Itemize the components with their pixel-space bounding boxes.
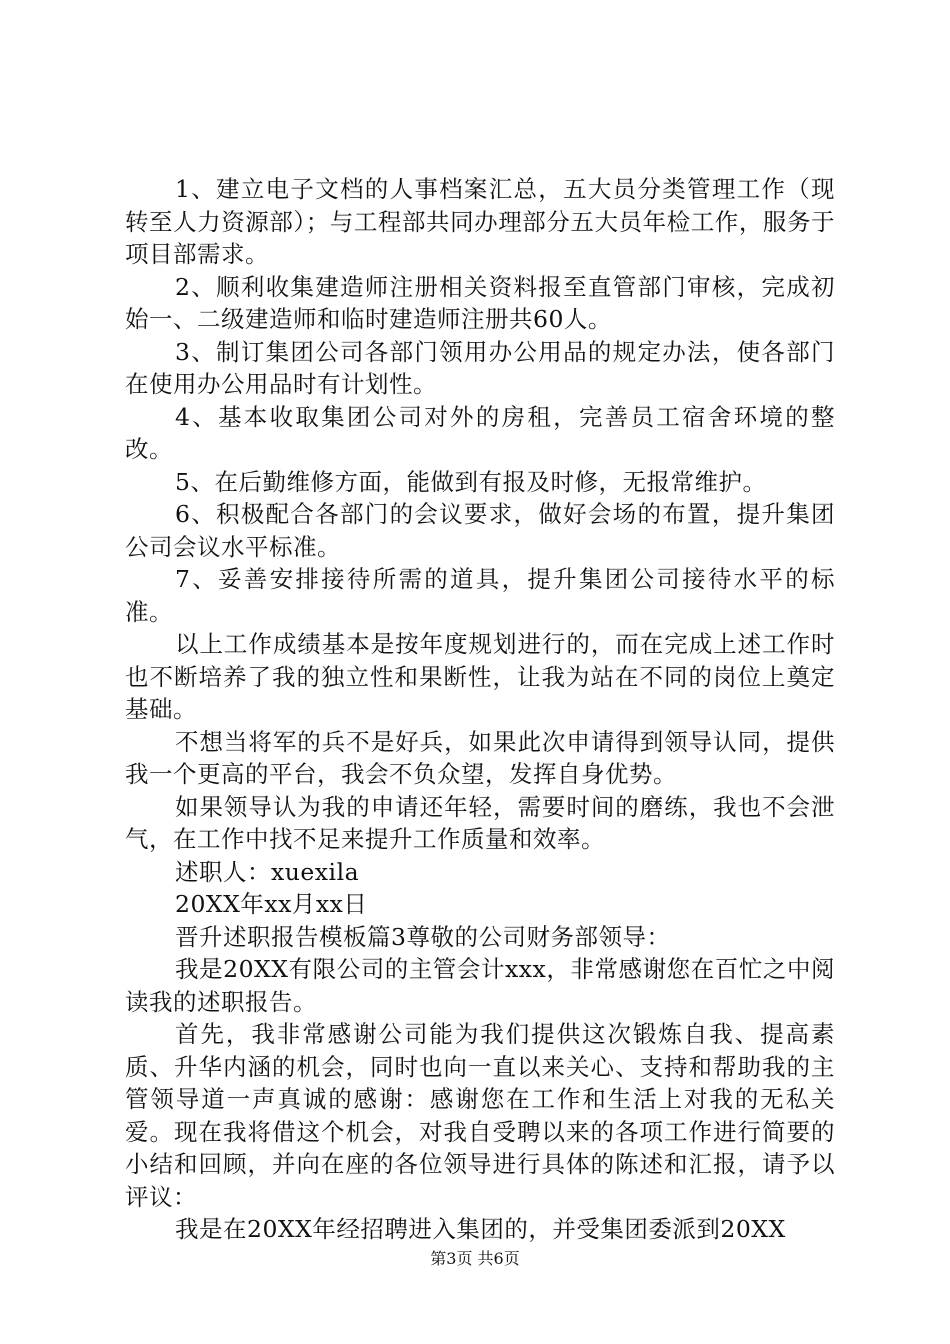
paragraph-item-3: 3、制订集团公司各部门领用办公用品的规定办法，使各部门在使用办公用品时有计划性。 bbox=[125, 337, 835, 398]
date-line: 20XX年xx月xx日 bbox=[175, 890, 368, 918]
paragraph-item-4: 4、基本收取集团公司对外的房租，完善员工宿舍环境的整改。 bbox=[125, 402, 835, 463]
paragraph-item-6: 6、积极配合各部门的会议要求，做好会场的布置，提升集团公司会议水平标准。 bbox=[125, 500, 835, 561]
paragraph-item-2: 2、顺利收集建造师注册相关资料报至直管部门审核，完成初始一、二级建造师和临时建造师注册共60人。 bbox=[125, 272, 835, 333]
page-number-footer: 第3页 共6页 bbox=[430, 1249, 520, 1268]
paragraph-summary: 以上工作成绩基本是按年度规划进行的，而在完成上述工作时也不断培养了我的独立性和果断性，让我为站在不同的岗位上奠定基础。 bbox=[125, 630, 835, 723]
paragraph-attitude: 如果领导认为我的申请还年轻，需要时间的磨练，我也不会泄气，在工作中找不足来提升工作质量和效率。 bbox=[125, 792, 835, 853]
paragraph-item-7: 7、妥善安排接待所需的道具，提升集团公司接待水平的标准。 bbox=[125, 565, 835, 626]
paragraph-thanks: 首先，我非常感谢公司能为我们提供这次锻炼自我、提高素质、升华内涵的机会，同时也向一直以来关心、支持和帮助我的主管领导道一声真诚的感谢：感谢您在工作和生活上对我的无私关爱。现在我将借这个机会，对我自受聘以来的各项工作进行简要的小结和回顾，并向在座的各位领导进行具体的陈述和汇报，请予以评议： bbox=[125, 1020, 835, 1211]
paragraph-background: 我是在20XX年经招聘进入集团的，并受集团委派到20XX bbox=[175, 1215, 786, 1243]
document-body bbox=[125, 173, 835, 1246]
paragraph-item-1: 1、建立电子文档的人事档案汇总，五大员分类管理工作（现转至人力资源部）；与工程部共同办理部分五大员年检工作，服务于项目部需求。 bbox=[125, 175, 835, 268]
paragraph-intro: 我是20XX有限公司的主管会计xxx，非常感谢您在百忙之中阅读我的述职报告。 bbox=[125, 955, 835, 1016]
paragraph-ambition: 不想当将军的兵不是好兵，如果此次申请得到领导认同，提供我一个更高的平台，我会不负众望，发挥自身优势。 bbox=[125, 727, 835, 788]
section-heading-template-3: 晋升述职报告模板篇3尊敬的公司财务部领导： bbox=[175, 922, 671, 951]
signature-line: 述职人：xuexila bbox=[175, 857, 360, 886]
paragraph-item-5: 5、在后勤维修方面，能做到有报及时修，无报常维护。 bbox=[175, 467, 767, 496]
